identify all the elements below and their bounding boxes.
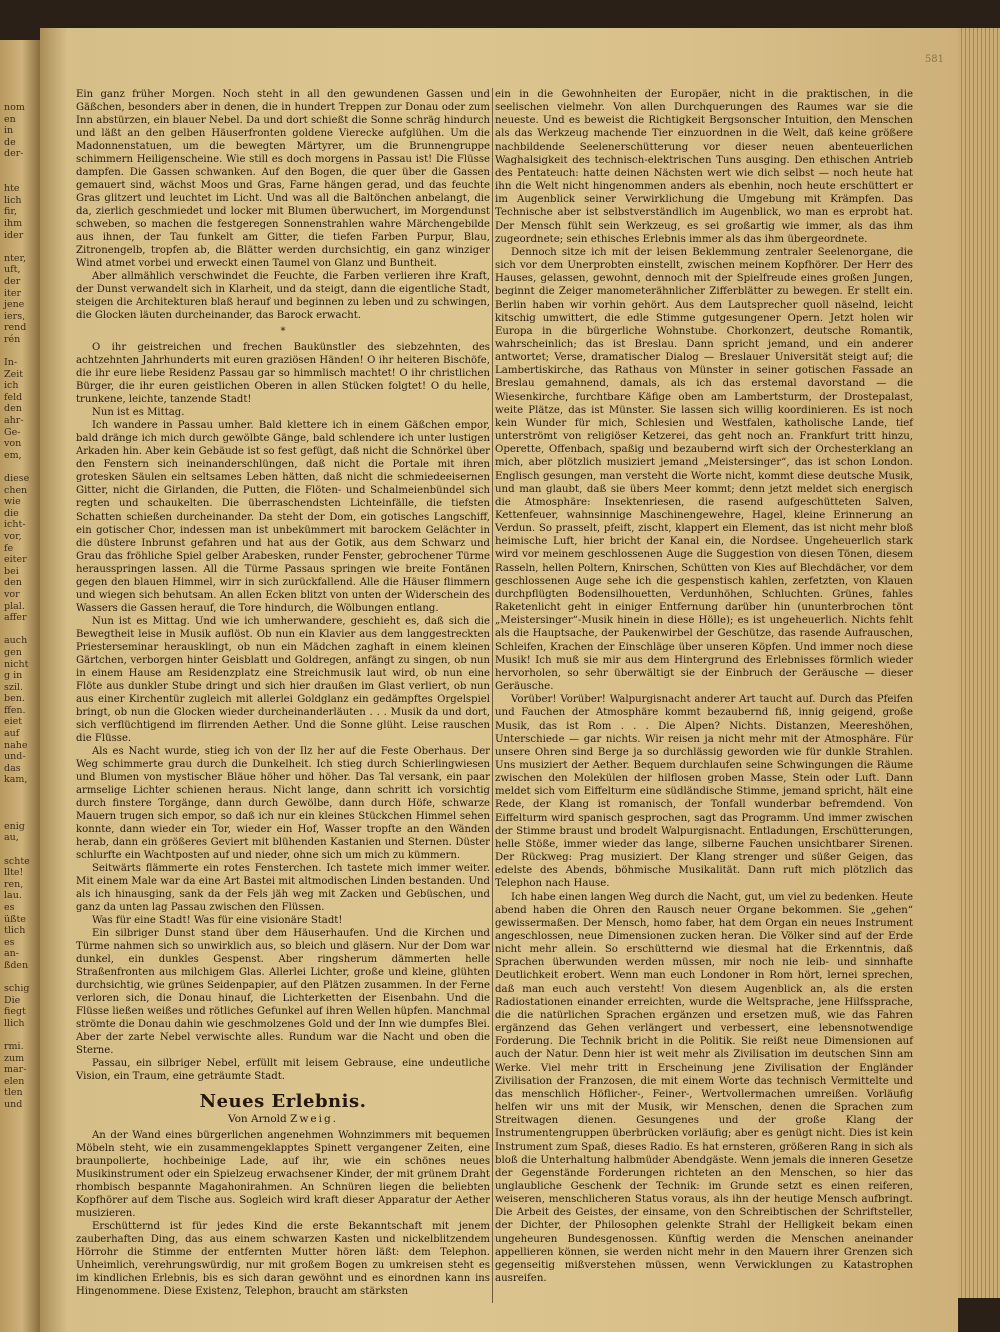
paragraph: Nun ist es Mittag. Und wie ich umherwandere, geschieht es, daß sich die Bewegtheit leise in Musik auflöst. Ob nun ein Klavier aus dem langgestreckten Priesterseminar herausklingt, ob nun ein Mädchen zaghaft in einem kleinen Gärtchen, verborgen hinter Geisblatt und Goldregen, anfängt zu singen, ob nun in einem Hause am Residenzplatz eine Streichmusik laut wird, ob nun eine Flöte aus dunkler Stube dringt und sich hier draußen im Glast verliert, ob nun aus einer Kirchentür zugleich mit allerlei Goldglanz ein gedämpftes Orgelspiel bringt, ob nun die Glocken wieder durcheinanderläuten . . . Musik da und dort, sich verflüchtigend im flirrenden Aether. Und die Sonne glüht. Leise rauschen die Flüsse. [76, 615, 490, 744]
paragraph: Passau, ein silbriger Nebel, erfüllt mit leisem Gebrause, eine undeutliche Vision, ein Traum, eine geträumte Stadt. [76, 1058, 490, 1083]
page-stack-edges [958, 28, 1000, 1298]
paragraph: Seitwärts flämmerte ein rotes Fensterchen. Ich tastete mich immer weiter. Mit einem Male war da eine Art Bastei mit altmodischen Linden bestanden. Und als ich hinausging, sank da der Fels jäh weg mit Zacken und Gebüschen, und ganz da unten lag Passau zwischen den Flüssen. [76, 862, 490, 913]
previous-page-edge [0, 40, 40, 1332]
paragraph: Ein silbriger Dunst stand über dem Häuserhaufen. Und die Kirchen und Türme nahmen sich so unwirklich aus, so bleich und gläsern. Nur der Dom war dunkel, ein dunkles Gespenst. Aber ringsherum dämmerten helle Straßenfronten aus milchigem Glas. Allerlei Lichter, große und kleine, glühten durchsichtig, wie grünes Seidenpapier, auf den Plätzen zusammen. In der Ferne verloren sich, die Donau hinauf, die Lichterketten der Eisenbahn. Und die Flüsse ließen weißes und rötliches Gefunkel auf ihren Wellen hüpfen. Manchmal strömte die Donau dahin wie geschmolzenes Gold und der Inn wie dumpfes Blei. Aber der zarte Nebel verwischte alles. Rundum war die Nacht und oben die Sterne. [76, 928, 490, 1057]
article-title: Neues Erlebnis. [199, 1091, 367, 1113]
right-column [495, 88, 913, 1285]
paragraph: Aber allmählich verschwindet die Feuchte, die Farben verlieren ihre Kraft, der Dunst verwandelt sich in Klarheit, und da steigt, dann die eigentliche Stadt, steigen die Architekturen blaß herauf und beginnen zu leben und zu schwingen, die Glocken läuten durcheinander, das Barock erwacht. [76, 271, 490, 322]
paragraph: Nun ist es Mittag. [92, 407, 185, 419]
paragraph: An der Wand eines bürgerlichen angenehmen Wohnzimmers mit bequemen Möbeln steht, wie ein zusammengeklapptes Spinett vergangener Zeiten, eine braunpolierte, hochbeinige Lade, auf ihr, wie ein schönes neues Musikinstrument oder ein Spielzeug erwachsener Kinder, der mit grünem Draht rhombisch bespannte Magahonirahmen. An Schnüren liegen die beliebten Kopfhörer auf dem Tische aus. Sogleich wird kraft dieser Apparatur der Aether musizieren. [76, 1130, 490, 1220]
section-separator: * [280, 326, 286, 338]
paragraph: ein in die Gewohnheiten der Europäer, nicht in die praktischen, in die seelischen vielmehr. Von allen Durchquerungen des Raumes war sie die neueste. Und es beweist die Richtigkeit Bergsonscher Intuition, den Menschen als das Werkzeug machende Tier einzuordnen in die Welt, daß keine größere nachbildende Seelenerschütterung vor dieser neuen abenteuerlichen Waghalsigkeit des technisch-elektrischen Tuns ausging. Den ethischen Antrieb des Pentateuch: hatte deinen Nächsten wert wie dich selbst — noch heute hat ihn die Welt nicht hingenommen anders als ebenhin, noch heute erschüttert er im Augenblick seiner Verwirklichung die Umgebung mit Krämpfen. Das Technische aber ist selbstverständlich im Augenblick, wo man es erprobt hat. Der Mensch fühlt sein Werkzeug, es sei großartig wie immer, als das ihm zugeordnete; sein ethisches Erlebnis immer als das ihm übergeordnete. [495, 89, 913, 245]
paragraph: Vorüber! Vorüber! Walpurgisnacht anderer Art taucht auf. Durch das Pfeifen und Fauchen der Atmosphäre kommt bezaubernd fiß, innig geigend, große Musik, das ist Rom . . . Die Alpen? Nichts. Distanzen, Meereshöhen, Unterschiede — gar nichts. Wir reisen ja nicht mehr mit der Atmosphäre. Für unsere Ohren sind Berge ja so durchlässig geworden wie für dunkle Strahlen. Uns musiziert der Aether. Bequem durchlaufen seine Schwingungen die Räume zwischen den Molekülen der hilflosen groben Masse, Stein oder Luft. Dann meldet sich vom Eiffelturm eine südländische Stimme, jemand spricht, hält eine Rede, der Klang ist romanisch, der Tonfall wunderbar befremdend. Von Eiffelturm wird spanisch gesprochen, sagt das Programm. Und immer zwischen der Stimme braust und brodelt Walpurgisnacht. Entladungen, Erschütterungen, helle Stöße, immer wieder das lange, silberne Fauchen unsichtbarer Sirenen. Der Rückweg: Prag musiziert. Der Klang strenger und süßer Geigen, das edelste des Abends, böhmische Musikalität. Dann ruft mich plötzlich das Telephon nach Hause. [495, 694, 913, 890]
paragraph: O ihr geistreichen und frechen Baukünstler des siebzehnten, des achtzehnten Jahrhunderts mit euren graziösen Händen! O ihr heiteren Bischöfe, die ihr eure liebe Residenz Passau gar so himmlisch machtet! O ihr christlichen Bürger, die ihr euren geistlichen Oberen in allen Stücken folgtet! O du helle, trunkene, leichte, tanzende Stadt! [76, 342, 490, 406]
page-number: 581 [924, 54, 944, 65]
page [40, 28, 958, 1332]
previous-page-text-fragment: nom en in de der- hte lich fir, ihm ider nter, uft, der iter jene iers, rend rén In- Zeit ich feld den ahr- Ge- von em, diese chen wie die icht- vor, fe eiter bei den vor plal. affer auch gen nicht g in szil. ben. ffen. eiet auf nahe und- das kam, enig au, schte llte! ren, lau. es üßte tlich es an- ßden schig Die fiegt llich rmi. zum mar- elen tlen und [4, 102, 30, 1111]
paragraph: Erschütternd ist für jedes Kind die erste Bekanntschaft mit jenem zauberhaften Ding, das aus einem schwarzen Kasten und nickelblitzendem Hörrohr die Stimme der entfernten Mutter hören läßt: dem Telephon. Unheimlich, verehrungswürdig, nur mit großem Bogen zu umkreisen steht es im kindlichen Erlebnis, bis es sich daran gewöhnt und es einordnen kann ins Hingenommene. Diese Existenz, Telephon, braucht am stärksten [76, 1221, 490, 1298]
paragraph: Ein ganz früher Morgen. Noch steht in all den gewundenen Gassen und Gäßchen, besonders aber in denen, die in hundert Treppen zur Donau oder zum Inn abstürzen, ein blauer Nebel. Da und dort schießt die Sonne schräg hindurch und läßt an den gelben Häuserfronten goldene Vierecke aufglühen. Um die Madonnenstatuen, um die bewegten Märtyrer, um die Brunnengruppe schimmern Heiligenscheine. Wie still es doch morgens in Passau ist! Die Flüsse dampfen. Die Gassen schwanken. Auf den Bogen, die quer über die Gassen gemauert sind, wächst Moos und Gras, Farne hängen gerad, und das feuchte Gras glitzert und leuchtet im Licht. Und was all die Baltönchen anbelangt, die da, zierlich geschmiedet und locker mit Blumen überwuchert, im Morgendunst schweben, so machen die festgeregen Sonnenstrahlen wahre Märchengebilde aus ihnen, der Tau funkelt am Gitter, die tiefen Farben Purpur, Blau, Zitronengelb, tropfen ab, die Blätter werden durchsichtig, ein ganz winziger Wind atmet vorbei und erweckt einen Taumel von Glanz und Buntheit. [76, 89, 490, 270]
left-column [76, 88, 490, 1298]
column-divider [492, 88, 493, 1303]
article-byline [76, 1113, 490, 1126]
paragraph: Dennoch sitze ich mit der leisen Beklemmung zentraler Seelenorgane, die sich vor dem Unerprobten einstellt, zwischen meinem Kopfhörer. Der Herr des Hauses, gelassen, gewohnt, dennoch mit der Spielfreude eines großen Jungen, beginnt die Zeiger manometerähnlicher Zifferblätter zu bewegen. Er stellt ein. Berlin haben wir vorhin gehört. Aus dem Lautsprecher quoll näselnd, leicht kitschig umwittert, die edle Stimme gutgesungener Opern. Jetzt holen wir Europa in die bürgerliche Wohnstube. Chorkonzert, deutsche Romantik, wahrscheinlich; das ist Breslau. Dann spricht jemand, und ein anderer antwortet; Verse, dramatischer Dialog — Breslauer Universität steigt auf; die Lambertiskirche, das Rathaus von Münster in seiner gotischen Fassade an Breslau gemahnend, damals, als ich das erstemal davorstand — die Wiesenkirche, furchtbare Käfige oben am Lambertsturm, der Drostepalast, weite Plätze, das ist Münster. Sie lassen sich willig koordinieren. Es ist noch kein Wunder für mich, Schlesien und Westfalen, katholische Lande, tief unterströmt von religiöser Ketzerei, das geht noch an. Frankfurt tritt hinzu, Operette, Offenbach, spaßig und bezaubernd wirft sich der Orchesterklang an mich, aber plötzlich musiziert jemand „Meistersinger“, das ist schon London. Englisch gesungen, man versteht die Worte nicht, kommt diese deutsche Musik, und man glaubt, daß sie übers Meer kommt; denn jetzt meldet sich energisch die Atmosphäre: Insektenriesen, die rasend aufgeschütteten Salven, Kettenfeuer, wahnsinnige Maschinengewehre, Hagel, kleine Erinnerung an Verdun. So prasselt, pfeift, zischt, klappert ein Element, das ist nicht mehr bloß heimische Luft, hier bricht der Kanal ein, die Nordsee. Ungeheuerlich stark wird vor meinem geschlossenen Auge die Suggestion von diesen Tönen, diesem Rasseln, hellen Poltern, Knirschen, Schütten von Kies auf Blechdächer, vor dem geschlossenen Auge sehe ich die gespenstisch kahlen, zerfetzten, von Klauen durchpflügten Bodensilhouetten, Verdunhöhen, Schluchten. Grünes, fahles Raketenlicht geht in einiger Entfernung darüber hin (ununterbrochen tönt „Meistersinger“-Musik hinein in diese Hölle); es ist ungeheuerlich. Nichts fehlt als die Hauptsache, der Paukenwirbel der Geschütze, das rasende Aufrauschen, Schleifen, Krachen der Einschläge über unseren Köpfen. Und immer noch diese Musik! Ich muß sie mir aus dem Hintergrund des Erlebnisses förmlich wieder hervorholen, so sehr überwältigt sie der Einbruch der Geräusche — dieser Geräusche. [495, 246, 913, 693]
paragraph: Als es Nacht wurde, stieg ich von der Ilz her auf die Feste Oberhaus. Der Weg schimmerte grau durch die Dunkelheit. Ich stieg durch Schierlingwiesen und Blumen von mystischer Bläue höher und höher. Das Tal versank, ein paar armselige Lichter schienen heraus. Nicht lange, dann schritt ich vorsichtig durch finstere Torgänge, dann durch Gewölbe, dann durch Höfe, schwarze Mauern trugen sich empor, so daß ich nur ein kleines Stückchen Himmel sehen konnte, dann wieder ein Tor, wieder ein Hof, Wasser tropfte an den Wänden herab, dann ein größeres Geviert mit blühenden Kastanien und Sternen. Düster schlurfte ein Wachtposten auf und nieder, ohne sich um mich zu kümmern. [76, 745, 490, 861]
byline-prefix: Von Arnold [227, 1113, 287, 1126]
paragraph: Ich wandere in Passau umher. Bald klettere ich in einem Gäßchen empor, bald dränge ich mich durch gewölbte Gänge, bald schlendere ich unter lustigen Arkaden hin. Aber kein Gebäude ist so fest gefügt, daß nicht die Schnörkel über den Fenstern sich ineinanderschlüngen, daß nicht die Portale mit ihren grotesken Säulen ein seltsames Leben hätten, daß nicht die schmiedeeisernen Gitter, nicht die Girlanden, die Putten, die Flöten- und Schalmeienbündel sich regten und schaukelten. Die überraschendsten Lichteinfälle, die tiefsten Schatten schießen durcheinander. Da steht der Dom, ein gotisches Langschiff, ein gotischer Chor, indessen man ist unbekümmert mit barockem Gelächter in die düstere Inbrunst gefahren und hat aus der Gotik, aus dem Schwarz und Grau das fröhliche Spiel gelber Arabesken, runder Fenster, gebrochener Türme herausspringen lassen. All die Türme Passaus springen wie breite Fontänen gegen den blauen Himmel, wirr in sich zurückfallend. Alle die Häuser flimmern und wiegen sich behutsam. An allen Ecken blitzt von unten der Widerschein des Wassers die Gassen herauf, die Tore hindurch, die Wölbungen entlang. [76, 420, 490, 614]
paragraph: Was für eine Stadt! Was für eine visionäre Stadt! [92, 914, 343, 926]
byline-author: Zweig. [290, 1113, 339, 1126]
paragraph: Ich habe einen langen Weg durch die Nacht, gut, um viel zu bedenken. Heute abend haben die Ohren den Rausch neuer Organe bekommen. Sie „gehen“ gewissermaßen. Der Mensch, homo faber, hat dem Organ ein neues Instrument angeschlossen, neue Dimensionen zucken heran. Die Völker sind auf der Erde nicht mehr allein. So erschütternd wie diesmal hat die Erkenntnis, daß Sprachen überwunden werden müssen, mir noch nie leib- und sinnhafte Deutlichkeit erobert. Wenn man euch Londoner in Rom hört, lernei sprechen, daß man euch auch versteht! Von diesem Augenblick an, als die ersten Radiostationen einander erreichten, wurde die Weltsprache, jene Hilfssprache, die die natürlichen Sprachen ergänzen und ersetzen muß, wie das Fahren ergänzend das Gehen verlängert und verbessert, eine lebensnotwendige Forderung. Die Technik bricht in die Politik. Sie reißt neue Dimensionen auf auch der Natur. Denn hier ist weit mehr als Zivilisation im deutschen Sinn am Werke. Viel mehr tritt in Erscheinung jene Zivilisation der Engländer Zivilisation der Franzosen, die mit einem Worte das technisch Vermittelte und das menschlich Höflicher-, Feiner-, Wertvollermachen umreißen. Vorläufig helfen wir uns mit der Musik, wir Menschen, denen die Sprachen zum Streitwagen dienen. Gesungenes und der große Klang der Instrumentengruppen überbrücken vorläufig; aber es genügt nicht. Dies ist kein Instrument zum Spaß, dieses Radio. Es hat ernsteren, größeren Rang in sich als bloß die Unterhaltung halbmüder Abendgäste. Wenn jemals die inneren Gesetze der Gegenstände Forderungen richteten an den Menschen, so hier das unglaubliche Geschenk der Technik: im Grunde setzt es einen reiferen, weiseren, menschlicheren Status voraus, als ihn der heutige Mensch aufbringt. Die Arbeit des Geistes, der einsame, von den Schreibtischen der Schriftsteller, der Dichter, der Philosophen gelenkte Strahl der Helligkeit bekam einen ungeheuren Bundesgenossen. Künftig werden die Menschen aneinander appellieren können, sie werden nicht mehr in den Mauern ihrer Grenzen sich gegenseitig mißverstehen müssen, wenn Verwicklungen zu Katastrophen ausreifen. [495, 891, 913, 1285]
